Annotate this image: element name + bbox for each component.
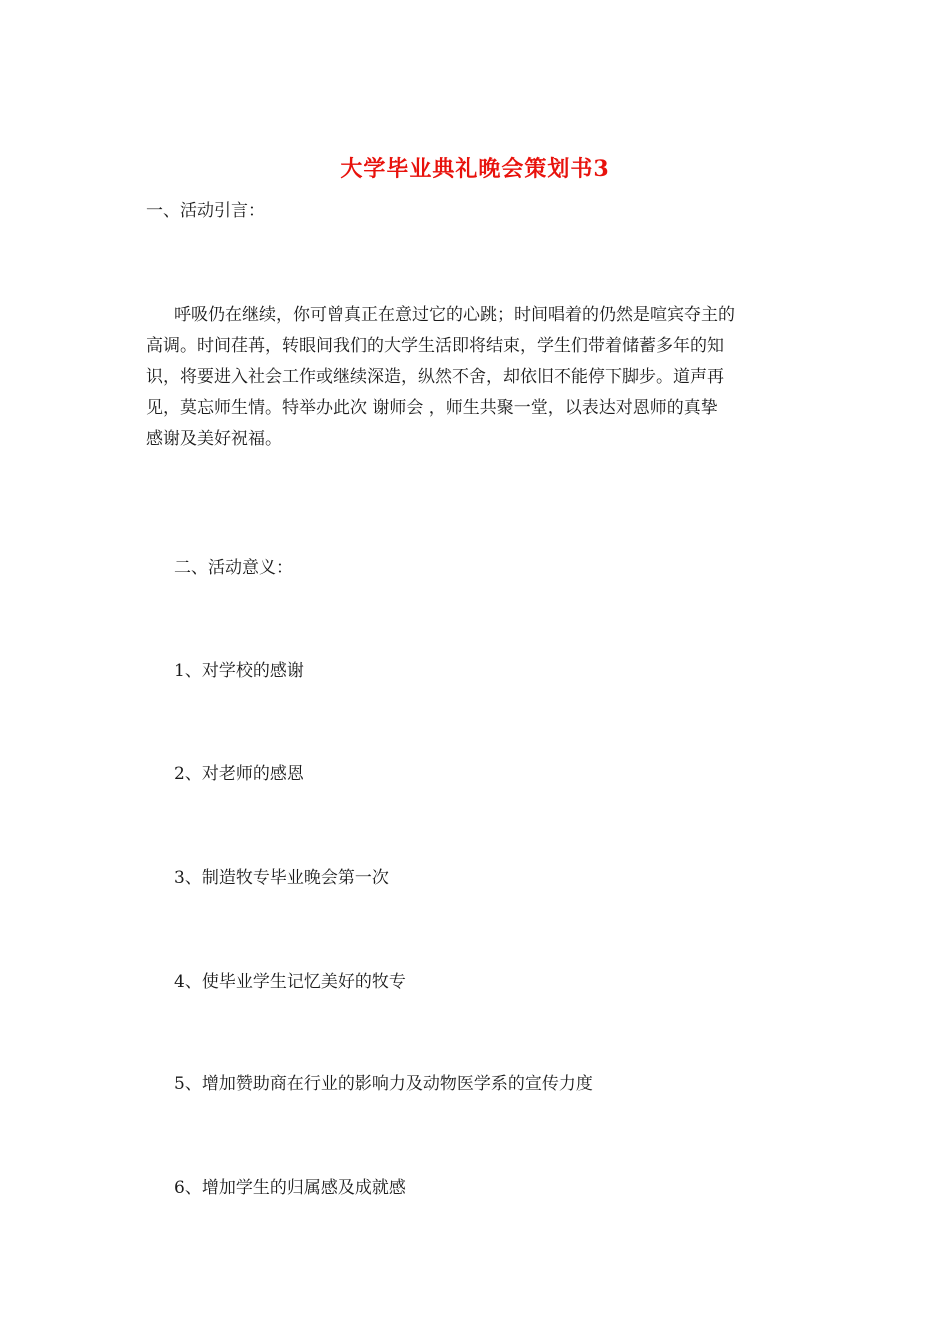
- list-item: 6、增加学生的归属感及成就感: [174, 1178, 406, 1198]
- intro-line: 呼吸仍在继续，你可曾真正在意过它的心跳；时间唱着的仍然是喧宾夺主的: [174, 305, 735, 325]
- intro-paragraph: [146, 300, 810, 455]
- intro-line: 感谢及美好祝福。: [146, 429, 282, 449]
- document-title: 大学毕业典礼晚会策划书3: [340, 156, 610, 182]
- list-item: 5、增加赞助商在行业的影响力及动物医学系的宣传力度: [174, 1074, 593, 1094]
- section-heading-significance: 二、活动意义：: [174, 558, 293, 578]
- section-heading-intro: 一、活动引言：: [146, 201, 265, 221]
- intro-line: 识，将要进入社会工作或继续深造，纵然不舍，却依旧不能停下脚步。道声再: [146, 367, 724, 387]
- list-item: 4、使毕业学生记忆美好的牧专: [174, 972, 406, 992]
- list-item: 2、对老师的感恩: [174, 764, 304, 784]
- list-item: 3、制造牧专毕业晚会第一次: [174, 868, 389, 888]
- intro-line: 高调。时间荏苒，转眼间我们的大学生活即将结束，学生们带着储蓄多年的知: [146, 336, 724, 356]
- intro-line: 见，莫忘师生情。特举办此次 谢师会 ，师生共聚一堂，以表达对恩师的真挚: [146, 398, 718, 418]
- list-item: 1、对学校的感谢: [174, 661, 304, 681]
